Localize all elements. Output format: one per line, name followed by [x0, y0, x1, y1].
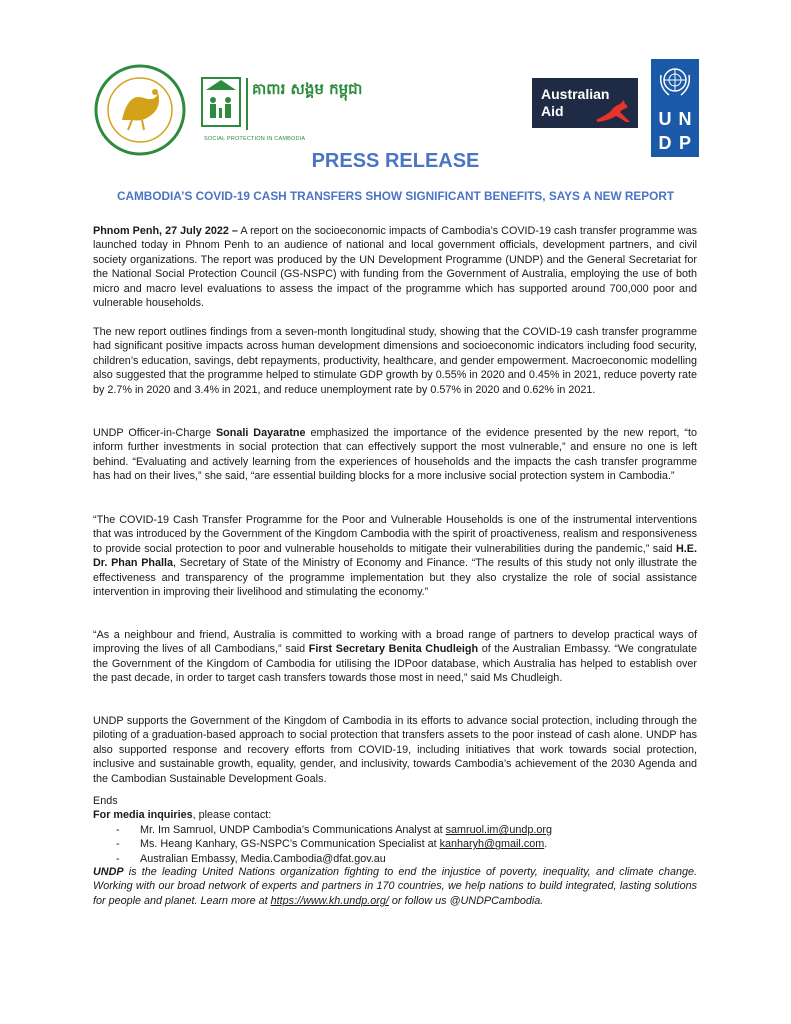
headline: CAMBODIA’S COVID-19 CASH TRANSFERS SHOW SIGNIFICANT BENEFITS, SAYS A NEW REPORT: [116, 189, 675, 203]
about-label: UNDP: [93, 866, 124, 878]
undp-logo: [651, 59, 699, 157]
media-label: For media inquiries: [93, 809, 193, 821]
speaker-name: Sonali Dayaratne: [215, 427, 306, 439]
media-text: , please contact:: [192, 809, 272, 821]
spc-caption: SOCIAL PROTECTION IN CAMBODIA: [204, 136, 306, 142]
contact-text: Australian Embassy, Media.Cambodia@dfat.gov.au: [140, 852, 386, 865]
paragraph-undp-quote: [93, 426, 697, 484]
contact-list: [116, 823, 552, 866]
aus-aid-line1: Australian: [541, 86, 610, 102]
speaker-name: H.E. Dr. Phan Phalla: [93, 542, 697, 570]
undp-letter: N: [678, 109, 692, 129]
ministry-economy-finance-logo: [92, 62, 188, 158]
list-dash: -: [116, 852, 120, 865]
about-undp: [93, 865, 697, 908]
contact-text: Mr. Im Samruol, UNDP Cambodia’s Communications Analyst at: [140, 824, 446, 836]
website-link[interactable]: https://www.kh.undp.org/: [270, 894, 389, 907]
dateline: Phnom Penh, 27 July 2022 –: [93, 225, 238, 237]
spc-khmer-text: គាពារ សង្គម កម្ពុជា: [252, 80, 363, 98]
kangaroo-icon: [594, 98, 634, 124]
paragraph-text: The new report outlines findings from a seven-month longitudinal study, showing that the COVID-19 cash transfer programme had significant positive impacts across human development dimensions and socioeconomic indicators including food security, children’s education, savings, debt repayments, productivity, healthcare, and gender empowerment. Macroeconomic modelling also suggested that the programme helped to stimulate GDP growth by 0.55% in 2020 and 0.45% in 2021, reduce poverty rate by 2.7% in 2020 and 3.4% in 2021, and reduce unemployment rate by 0.57% in 2020 and 0.62% in 2021.: [93, 326, 697, 396]
list-dash: -: [116, 824, 120, 836]
about-text: is the leading United Nations organization fighting to end the injustice of poverty, inequality, and climate change. Working with our broad network of experts and partners in 170 countries, we help nations to build integrated, lasting solutions for people and planet. Learn more at: [93, 866, 697, 907]
australian-aid-logo: [532, 78, 638, 128]
undp-letter: P: [678, 133, 691, 153]
list-dash: -: [116, 838, 120, 851]
paragraph-text: “The COVID-19 Cash Transfer Programme for the Poor and Vulnerable Households is one of the instrumental interventions that was introduced by the Government of the Kingdom Cambodia with the spirit of proactiveness, realism and responsiveness to provide social protection to poor and vulnerable households to mitigate their vulnerabilities during the pandemic,” said: [93, 514, 697, 555]
un-emblem-icon: [657, 63, 693, 101]
paragraph-text: , Secretary of State of the Ministry of Economy and Finance. “The results of this study not only illustrate the effectiveness and transparency of the programme implementation but they also crystalize the role of social assistance intervention in improving their livelihood and stimulating the economy.”: [93, 557, 697, 599]
logo-bar: [0, 0, 791, 153]
media-inquiries: [93, 809, 271, 821]
list-item: [116, 837, 552, 851]
page-title: PRESS RELEASE: [311, 150, 480, 172]
contact-text: Ms. Heang Kanhary, GS-NSPC’s Communication Specialist at: [140, 838, 440, 851]
undp-letters: [655, 107, 695, 155]
paragraph-text: emphasized the importance of the evidence presented by the new report, “to inform further investments in social protection that can effectively support the most vulnerable,” and ensure no one is left behind. “Evaluating and actively learning from the experiences of households and the impacts the cash transfer programme has had on their lives,” she said, “are essential building blocks for a more inclusive social protection system in Cambodia.”: [93, 427, 697, 483]
undp-letter: U: [658, 109, 672, 129]
paragraph-text: UNDP supports the Government of the Kingdom of Cambodia in its efforts to advance social protection, including through the piloting of a graduation-based approach to social protection that transfers assets to the poor instead of cash alone. UNDP has also supported response and recovery efforts from COVID-19, including initiatives that work towards social protection, inclusive and sustainable growth, equality, gender, and inclusivity, towards Cambodia’s achievement of the 2030 Agenda and the Cambodian Sustainable Development Goals.: [93, 715, 697, 785]
undp-letter: D: [658, 133, 672, 153]
paragraph-text: A report on the socioeconomic impacts of Cambodia’s COVID-19 cash transfer programme was launched today in Phnom Penh to an audience of national and local government officials, development partners, and civil society organizations. The report was produced by the UN Development Programme (UNDP) and the General Secretariat for the National Social Protection Council (GS-NSPC) with funding from the Government of Australia, employing the use of both micro and macro level evaluations to assess the impact of the programme which has supported around 700,000 poor and vulnerable households.: [93, 225, 697, 310]
paragraph-findings: [93, 325, 697, 397]
ends-marker: Ends: [93, 795, 118, 807]
about-tail: or follow us @UNDPCambodia.: [388, 894, 544, 907]
paragraph-text: of the Australian Embassy. “We congratulate the Government of the Kingdom of Cambodia for utilising the IDPoor database, which Australia has helped to establish over the past decade, in order to target cash transfers towards those most in need,” said Ms Chudleigh.: [93, 643, 697, 685]
speaker-name: First Secretary Benita Chudleigh: [308, 643, 479, 656]
paragraph-australia-quote: [93, 628, 697, 686]
paragraph-text: UNDP Officer-in-Charge: [93, 427, 216, 439]
list-item: [116, 823, 552, 837]
paragraph-mef-quote: [93, 513, 697, 599]
aus-aid-line2: Aid: [541, 103, 564, 119]
email-link[interactable]: kanharyh@gmail.com: [439, 838, 545, 851]
paragraph-text: “As a neighbour and friend, Australia is committed to working with a broad range of partners to develop practical ways of improving the lives of all Cambodians,” said: [93, 629, 697, 656]
contact-tail: .: [544, 838, 548, 851]
email-link[interactable]: samruol.im@undp.org: [445, 824, 553, 836]
paragraph-undp-support: [93, 714, 697, 786]
paragraph-intro: [93, 224, 697, 310]
social-protection-cambodia-logo: [200, 74, 363, 154]
